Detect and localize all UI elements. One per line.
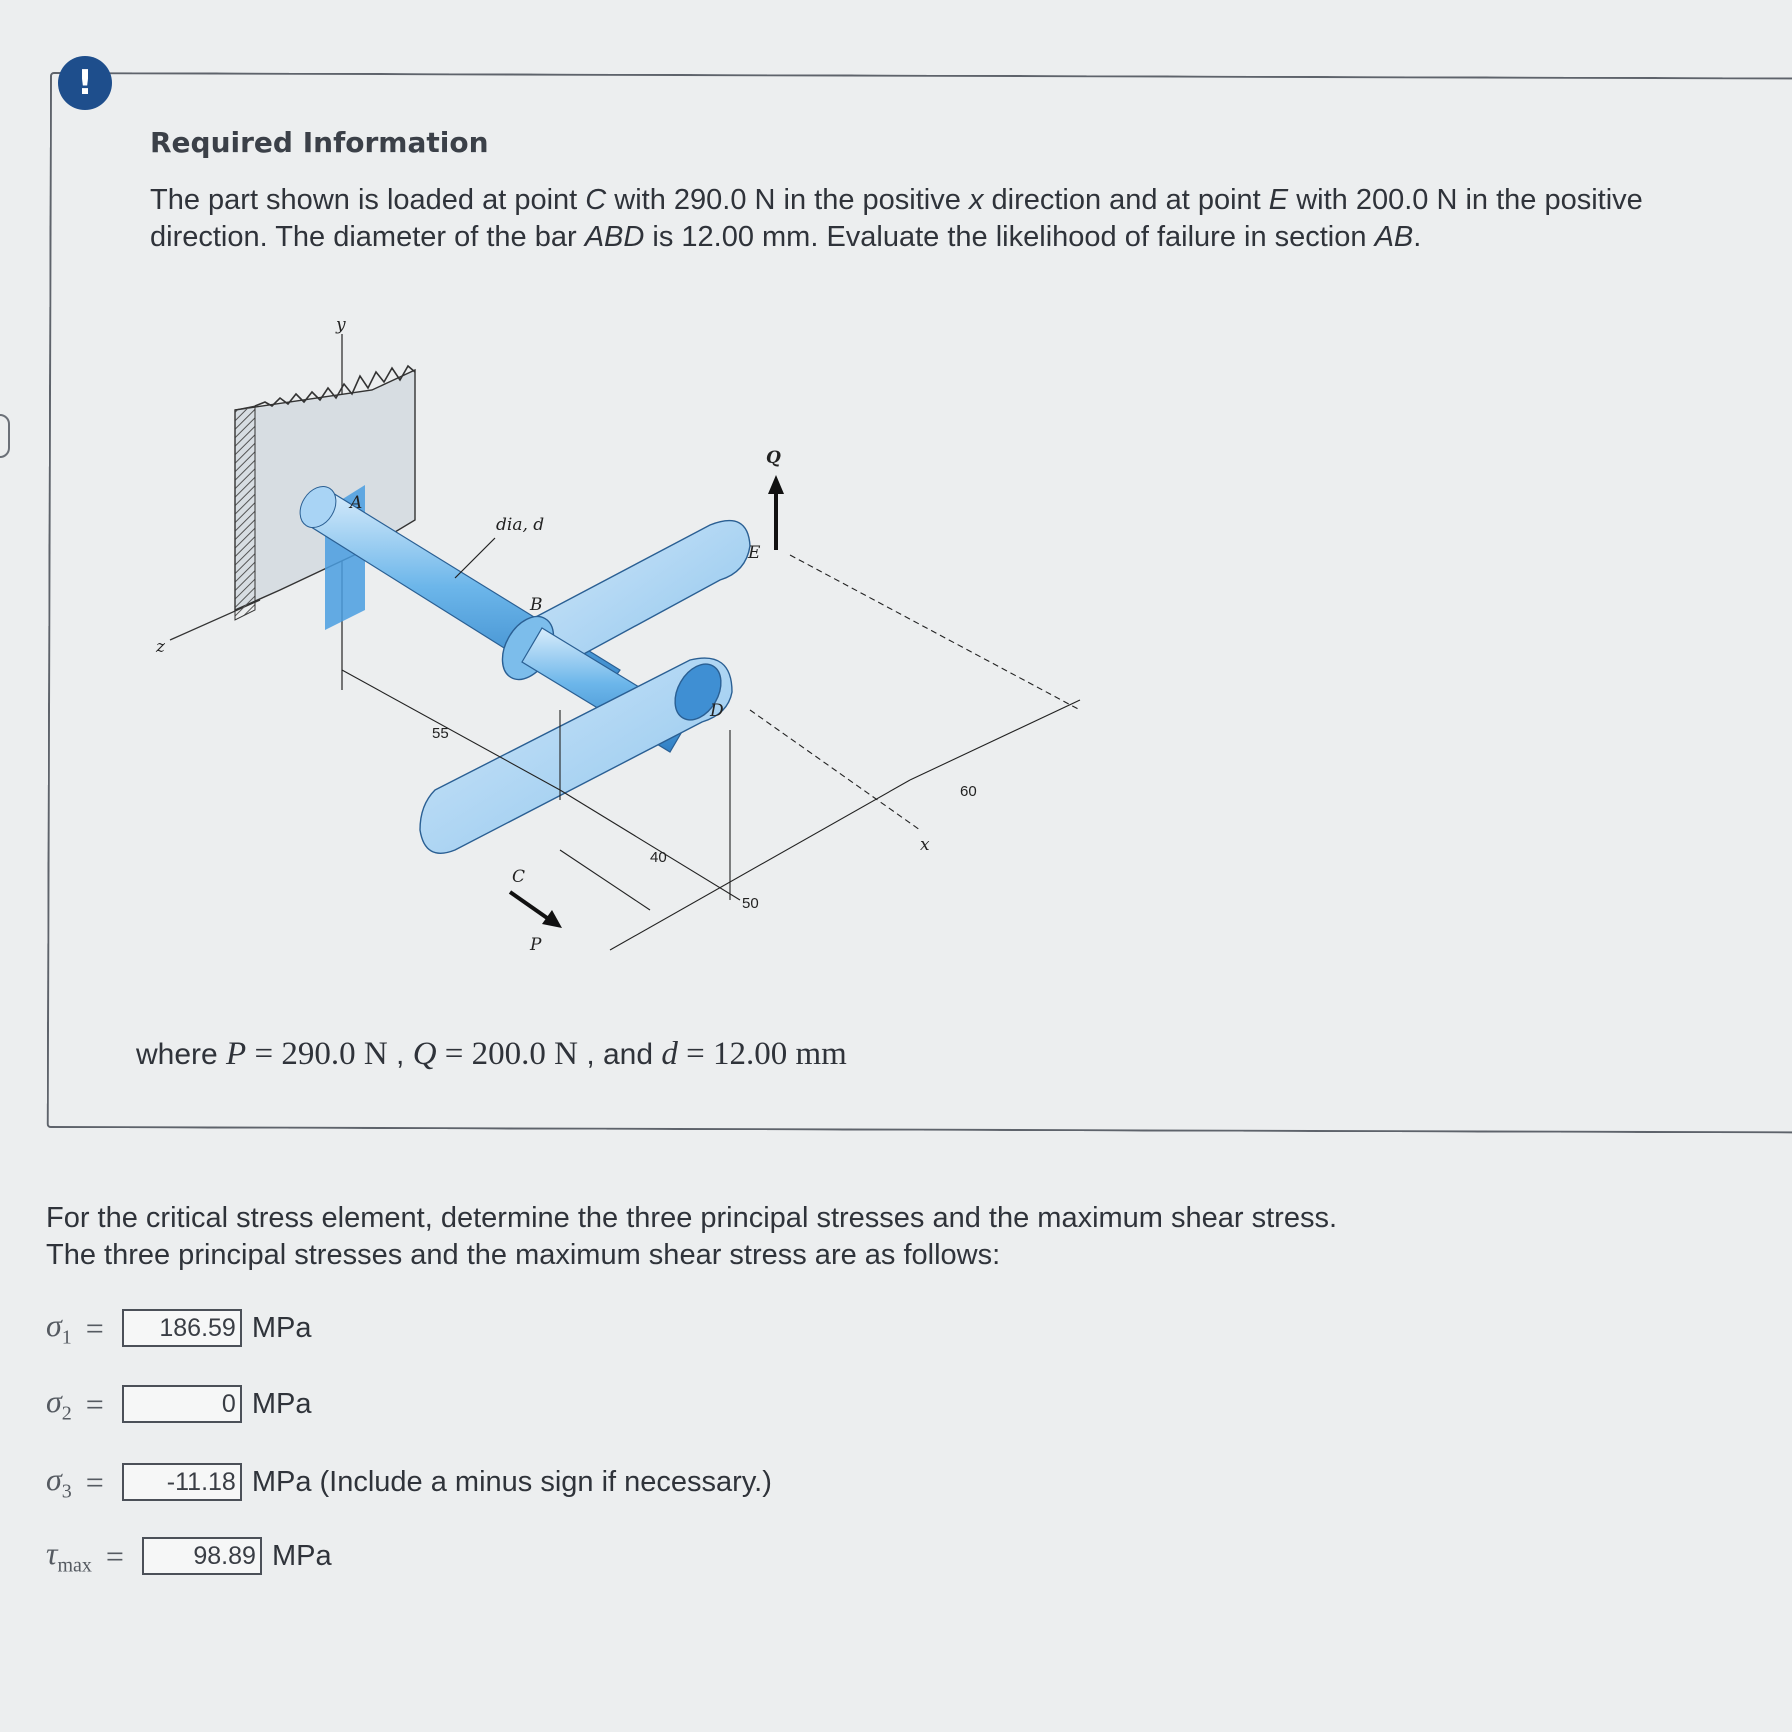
load-q-arrowhead xyxy=(768,475,784,494)
diameter-leader xyxy=(455,538,495,578)
answer-row-sigma2: $\sigma_2$ = 0 MPa xyxy=(46,1382,312,1425)
dim-e-extension xyxy=(790,555,1080,710)
dim-60-label: 60 xyxy=(960,783,977,800)
sigma2-symbol: $\sigma_2$ xyxy=(46,1382,72,1425)
dim-55-line xyxy=(342,670,560,790)
info-description: The part shown is loaded at point C with 290.0 N in the positive x direction and at point E with 200.0 N in the positive direction. The diameter of the bar ABD is 12.00 mm. Evaluate the likelihood of failure in section AB. xyxy=(150,184,1651,253)
dim-60-line xyxy=(910,700,1080,780)
point-a-label: A xyxy=(350,493,363,513)
wall-hatch xyxy=(235,406,255,620)
left-edge-bracket xyxy=(0,414,10,458)
load-p-arrowhead xyxy=(542,910,562,928)
dim-40-line xyxy=(560,790,740,900)
sigma3-symbol: $\sigma_3$ xyxy=(46,1460,72,1503)
y-axis-label: y xyxy=(336,315,346,335)
load-p-label: P xyxy=(530,935,542,955)
given-values: where P = 290.0 N , Q = 200.0 N , and d = 12.00 mm xyxy=(136,1036,847,1072)
tau-max-input[interactable]: 98.89 xyxy=(142,1537,262,1575)
bar-diagram-svg xyxy=(150,310,1100,1010)
answer-row-sigma3: $\sigma_3$ = -11.18 MPa (Include a minus sign if necessary.) xyxy=(46,1460,772,1503)
sigma1-input[interactable]: 186.59 xyxy=(122,1309,242,1347)
point-e-label: E xyxy=(748,543,761,563)
info-title: Required Information xyxy=(150,126,489,159)
z-axis-label: z xyxy=(156,637,165,657)
dim-40-label: 40 xyxy=(650,849,667,866)
question-text: For the critical stress element, determine the three principal stresses and the maximum shear stress. The three principal stresses and the maximum shear stress are as follows: xyxy=(46,1202,1338,1271)
dim-c-leader xyxy=(560,850,650,910)
point-c-label: C xyxy=(512,867,526,887)
sigma1-symbol: $\sigma_1$ xyxy=(46,1306,72,1349)
load-q-label: Q xyxy=(766,448,781,468)
tau-max-symbol: $\tau_{max}$ xyxy=(46,1534,92,1577)
dim-50-label: 50 xyxy=(742,895,759,912)
x-axis-label: x xyxy=(920,835,930,855)
alert-icon: ! xyxy=(58,56,112,110)
answer-row-tau-max: $\tau_{max}$ = 98.89 MPa xyxy=(46,1534,332,1577)
sigma2-input[interactable]: 0 xyxy=(122,1385,242,1423)
load-p-arrow xyxy=(510,892,550,920)
point-d-label: D xyxy=(710,701,724,721)
diameter-label: dia, d xyxy=(496,515,545,535)
point-b-label: B xyxy=(530,595,543,615)
x-axis-line xyxy=(750,710,920,830)
answer-row-sigma1: $\sigma_1$ = 186.59 MPa xyxy=(46,1306,312,1349)
dim-55-label: 55 xyxy=(432,725,449,742)
sigma3-input[interactable]: -11.18 xyxy=(122,1463,242,1501)
bar-diagram xyxy=(150,310,1100,1010)
